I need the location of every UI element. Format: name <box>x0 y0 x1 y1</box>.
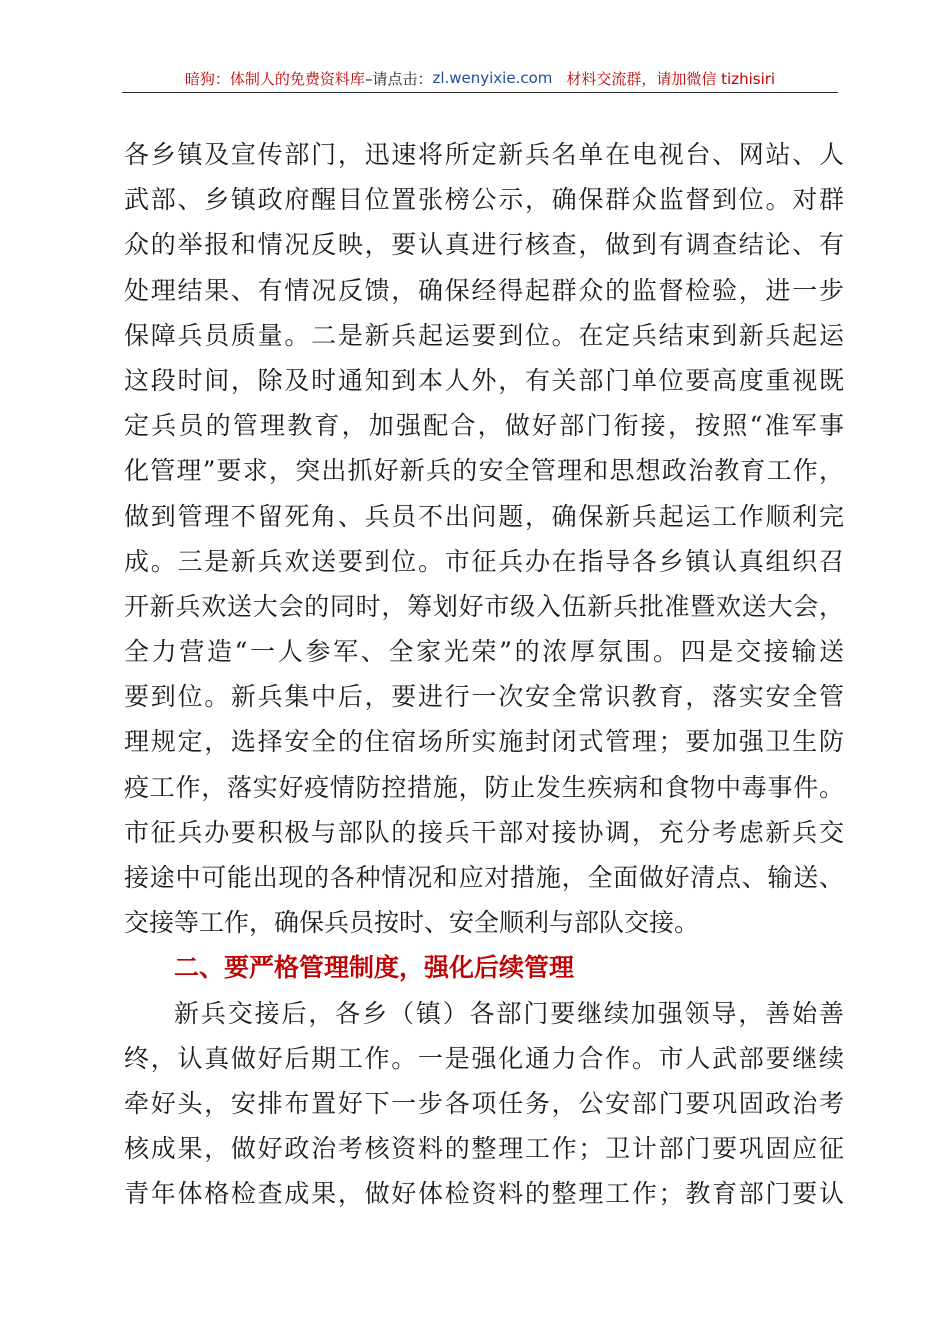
text-line: 交接等工作，确保兵员按时、安全顺利与部队交接。 <box>124 908 700 938</box>
text-line: 做到管理不留死角、兵员不出问题，确保新兵起运工作顺利完 <box>124 501 844 531</box>
header-click-prefix: –请点击： <box>364 69 433 88</box>
text-line: 处理结果、有情况反馈，确保经得起群众的监督检验，进一步 <box>124 275 844 305</box>
text-line: 核成果，做好政治考核资料的整理工作；卫计部门要巩固应征 <box>124 1134 844 1164</box>
text-line: 众的举报和情况反映，要认真进行核查，做到有调查结论、有 <box>124 230 844 260</box>
header-url-link[interactable]: zl.wenyixie.com <box>432 69 553 87</box>
text-line: 要到位。新兵集中后，要进行一次安全常识教育，落实安全管 <box>124 682 844 712</box>
page-header <box>122 64 838 93</box>
text-line: 化管理”要求，突出抓好新兵的安全管理和思想政治教育工作， <box>124 456 844 486</box>
text-line: 青年体格检查成果，做好体检资料的整理工作；教育部门要认 <box>124 1179 844 1209</box>
text-line: 新兵交接后，各乡（镇）各部门要继续加强领导，善始善 <box>174 998 844 1028</box>
text-line: 武部、乡镇政府醒目位置张榜公示，确保群众监督到位。对群 <box>124 185 844 215</box>
text-line: 全力营造“一人参军、全家光荣”的浓厚氛围。四是交接输送 <box>124 637 844 667</box>
text-line: 成。三是新兵欢送要到位。市征兵办在指导各乡镇认真组织召 <box>124 546 844 576</box>
text-line: 接途中可能出现的各种情况和应对措施，全面做好清点、输送、 <box>124 863 844 892</box>
section-heading: 二、要严格管理制度，强化后续管理 <box>174 953 575 983</box>
header-contact: 材料交流群，请加微信 tizhisiri <box>566 69 776 88</box>
text-line: 终，认真做好后期工作。一是强化通力合作。市人武部要继续 <box>124 1043 844 1073</box>
paragraph-2 <box>124 991 844 1217</box>
paragraph-1 <box>124 132 844 945</box>
text-line: 牵好头，安排布置好下一步各项任务，公安部门要巩固政治考 <box>124 1088 844 1118</box>
text-line: 这段时间，除及时通知到本人外，有关部门单位要高度重视既 <box>124 365 844 395</box>
document-body <box>124 132 844 1217</box>
text-line: 市征兵办要积极与部队的接兵干部对接协调，充分考虑新兵交 <box>124 817 844 847</box>
text-line: 定兵员的管理教育，加强配合，做好部门衔接，按照“准军事 <box>124 411 844 441</box>
text-line: 保障兵员质量。二是新兵起运要到位。在定兵结束到新兵起运 <box>124 320 844 350</box>
text-line: 疫工作，落实好疫情防控措施，防止发生疾病和食物中毒事件。 <box>124 772 844 802</box>
header-brand: 暗狗：体制人的免费资料库 <box>184 69 365 88</box>
text-line: 开新兵欢送大会的同时，筹划好市级入伍新兵批准暨欢送大会， <box>124 591 844 621</box>
text-line: 理规定，选择安全的住宿场所实施封闭式管理；要加强卫生防 <box>124 727 844 757</box>
text-line: 各乡镇及宣传部门，迅速将所定新兵名单在电视台、网站、人 <box>124 140 844 169</box>
